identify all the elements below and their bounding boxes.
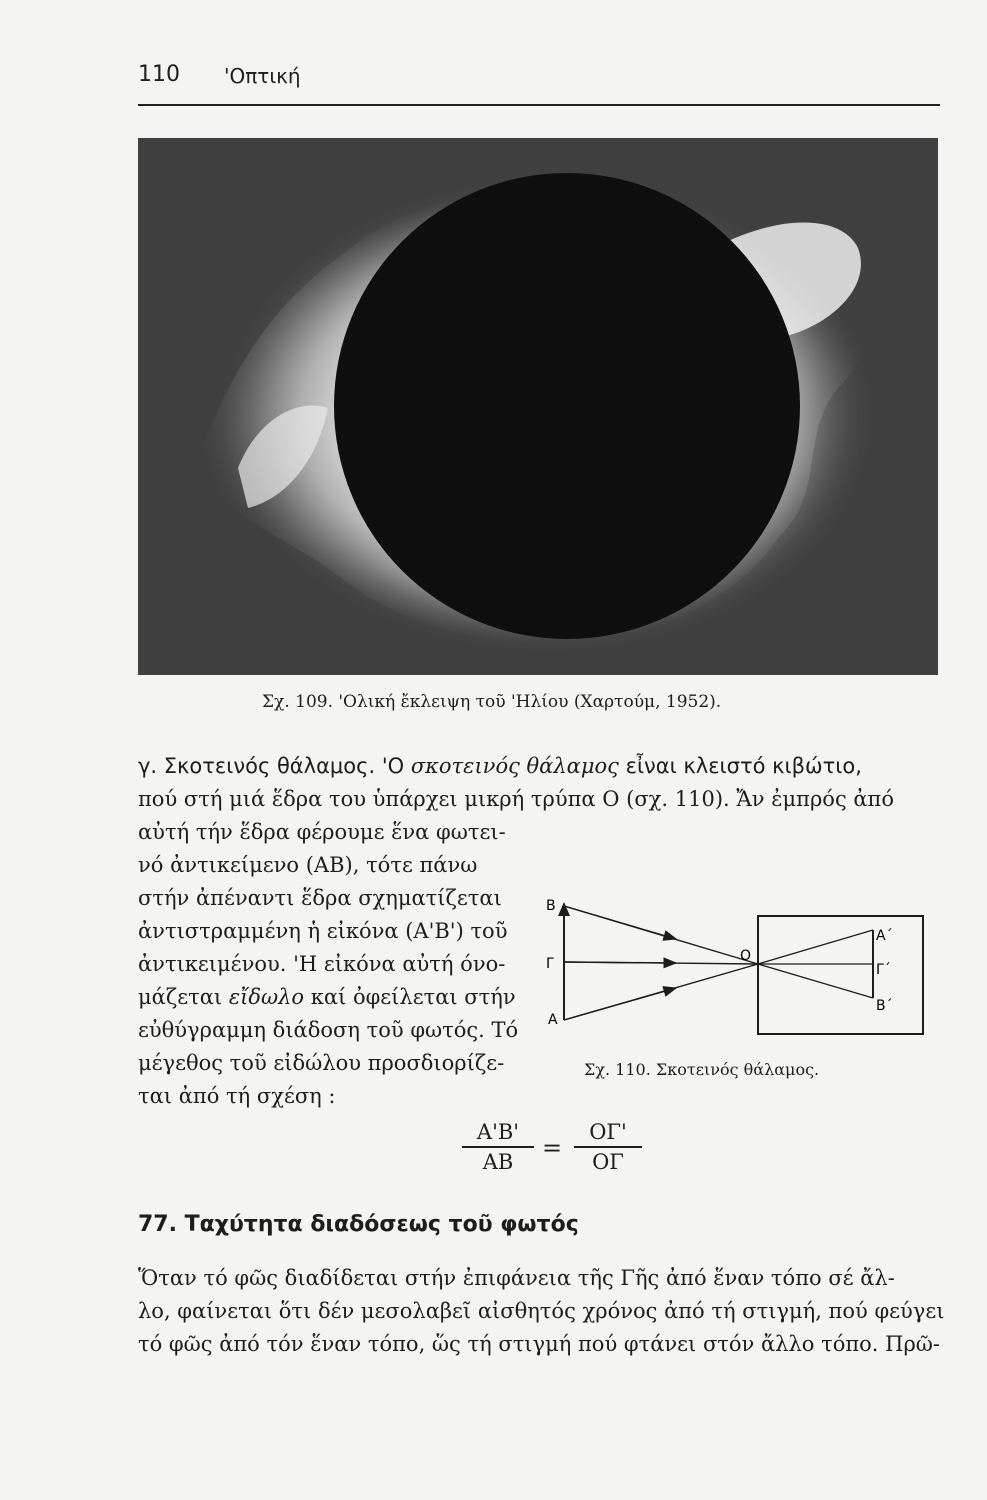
label-b: Β: [546, 898, 556, 914]
section-g-lead: γ. Σκοτεινός θάλαμος.: [138, 754, 376, 778]
figure-110-caption: Σχ. 110. Σκοτεινός θάλαμος.: [584, 1060, 820, 1079]
figure-109-caption: Σχ. 109. 'Ολική ἔκλειψη τοῦ 'Ηλίου (Χαρτούμ, 1952).: [262, 692, 722, 712]
eclipse-photo-illustration: [138, 138, 938, 675]
inner-ray-bottom: [758, 964, 873, 998]
fraction-right-bar: [574, 1146, 642, 1148]
ray-b-arrow: [564, 906, 676, 939]
section-g-line-2: πού στή μιά ἕδρα του ὑπάρχει μικρή τρύπα Ο (σχ. 110). Ἄν ἐμπρός ἀπό: [138, 787, 894, 811]
def-term: σκοτεινός θάλαμος: [410, 754, 619, 778]
def-before: 'Ο: [381, 754, 405, 778]
label-g: Γ: [546, 956, 554, 972]
section-g-line-10: μέγεθος τοῦ εἰδώλου προσδιορίζε-: [138, 1051, 505, 1075]
eclipse-photo: [138, 138, 938, 675]
section-77-heading: 77. Ταχύτητα διαδόσεως τοῦ φωτός: [138, 1212, 579, 1237]
ray-a-arrow: [564, 988, 676, 1020]
fraction-left-numerator: Α'Β': [476, 1120, 520, 1144]
camera-obscura-diagram: [536, 892, 936, 1042]
inner-ray-top: [758, 930, 873, 964]
line8-term: εἴδωλο: [228, 985, 305, 1009]
equals-sign: =: [542, 1134, 563, 1162]
fraction-left-bar: [462, 1146, 534, 1148]
running-header: [138, 62, 940, 102]
fraction-right-denominator: ΟΓ: [592, 1150, 624, 1174]
object-arrowhead: [558, 902, 570, 916]
section-g-line-4: νό ἀντικείμενο (ΑΒ), τότε πάνω: [138, 853, 478, 877]
fraction-right-numerator: ΟΓ': [589, 1120, 627, 1144]
ray-g-arrow: [564, 962, 676, 963]
section-77-line-2: λο, φαίνεται ὅτι δέν μεσολαβεῖ αἰσθητός χρόνος ἀπό τή στιγμή, πού φεύγει: [138, 1299, 945, 1323]
page-number: 110: [138, 62, 180, 87]
section-77-body: [138, 1262, 945, 1361]
running-title: 'Οπτική: [224, 64, 301, 88]
moon-disk: [334, 173, 800, 639]
section-g-line-11: ται ἀπό τή σχέση :: [138, 1084, 336, 1108]
section-g-line-8: [138, 983, 518, 1012]
def-after: εἶναι κλειστό κιβώτιο,: [625, 754, 862, 778]
section-g-line-5: στήν ἀπέναντι ἕδρα σχηματίζεται: [138, 886, 502, 910]
label-o: Ο: [740, 948, 752, 964]
section-77-line-1: Ὅταν τό φῶς διαδίδεται στήν ἐπιφάνεια τῆς Γῆς ἀπό ἕναν τόπο σέ ἄλ-: [138, 1266, 895, 1290]
section-g-line-3: αὐτή τήν ἕδρα φέρουμε ἕνα φωτει-: [138, 820, 506, 844]
label-g-prime: Γ΄: [876, 962, 891, 978]
camera-box: [758, 916, 923, 1034]
header-rule: [138, 104, 940, 106]
fraction-right: [574, 1120, 642, 1174]
label-a-prime: Α΄: [876, 928, 893, 944]
line8-after: καί ὀφείλεται στήν: [310, 985, 516, 1009]
section-77-line-3: τό φῶς ἀπό τόν ἕναν τόπο, ὥς τή στιγμή πού φτάνει στόν ἄλλο τόπο. Πρῶ-: [138, 1332, 941, 1356]
section-g-line-1: [138, 752, 862, 781]
label-a: Α: [548, 1012, 558, 1028]
label-b-prime: Β΄: [876, 998, 893, 1014]
section-g-line-7: ἀντικειμένου. 'Η εἰκόνα αὐτή όνο-: [138, 952, 506, 976]
section-g-line-6: ἀντιστραμμένη ἡ εἰκόνα (Α'Β') τοῦ: [138, 919, 508, 943]
line8-before: μάζεται: [138, 985, 223, 1009]
section-g-line-9: εὐθύγραμμη διάδοση τοῦ φωτός. Τό: [138, 1018, 519, 1042]
fraction-left-denominator: ΑΒ: [482, 1150, 514, 1174]
fraction-left: [462, 1120, 534, 1174]
